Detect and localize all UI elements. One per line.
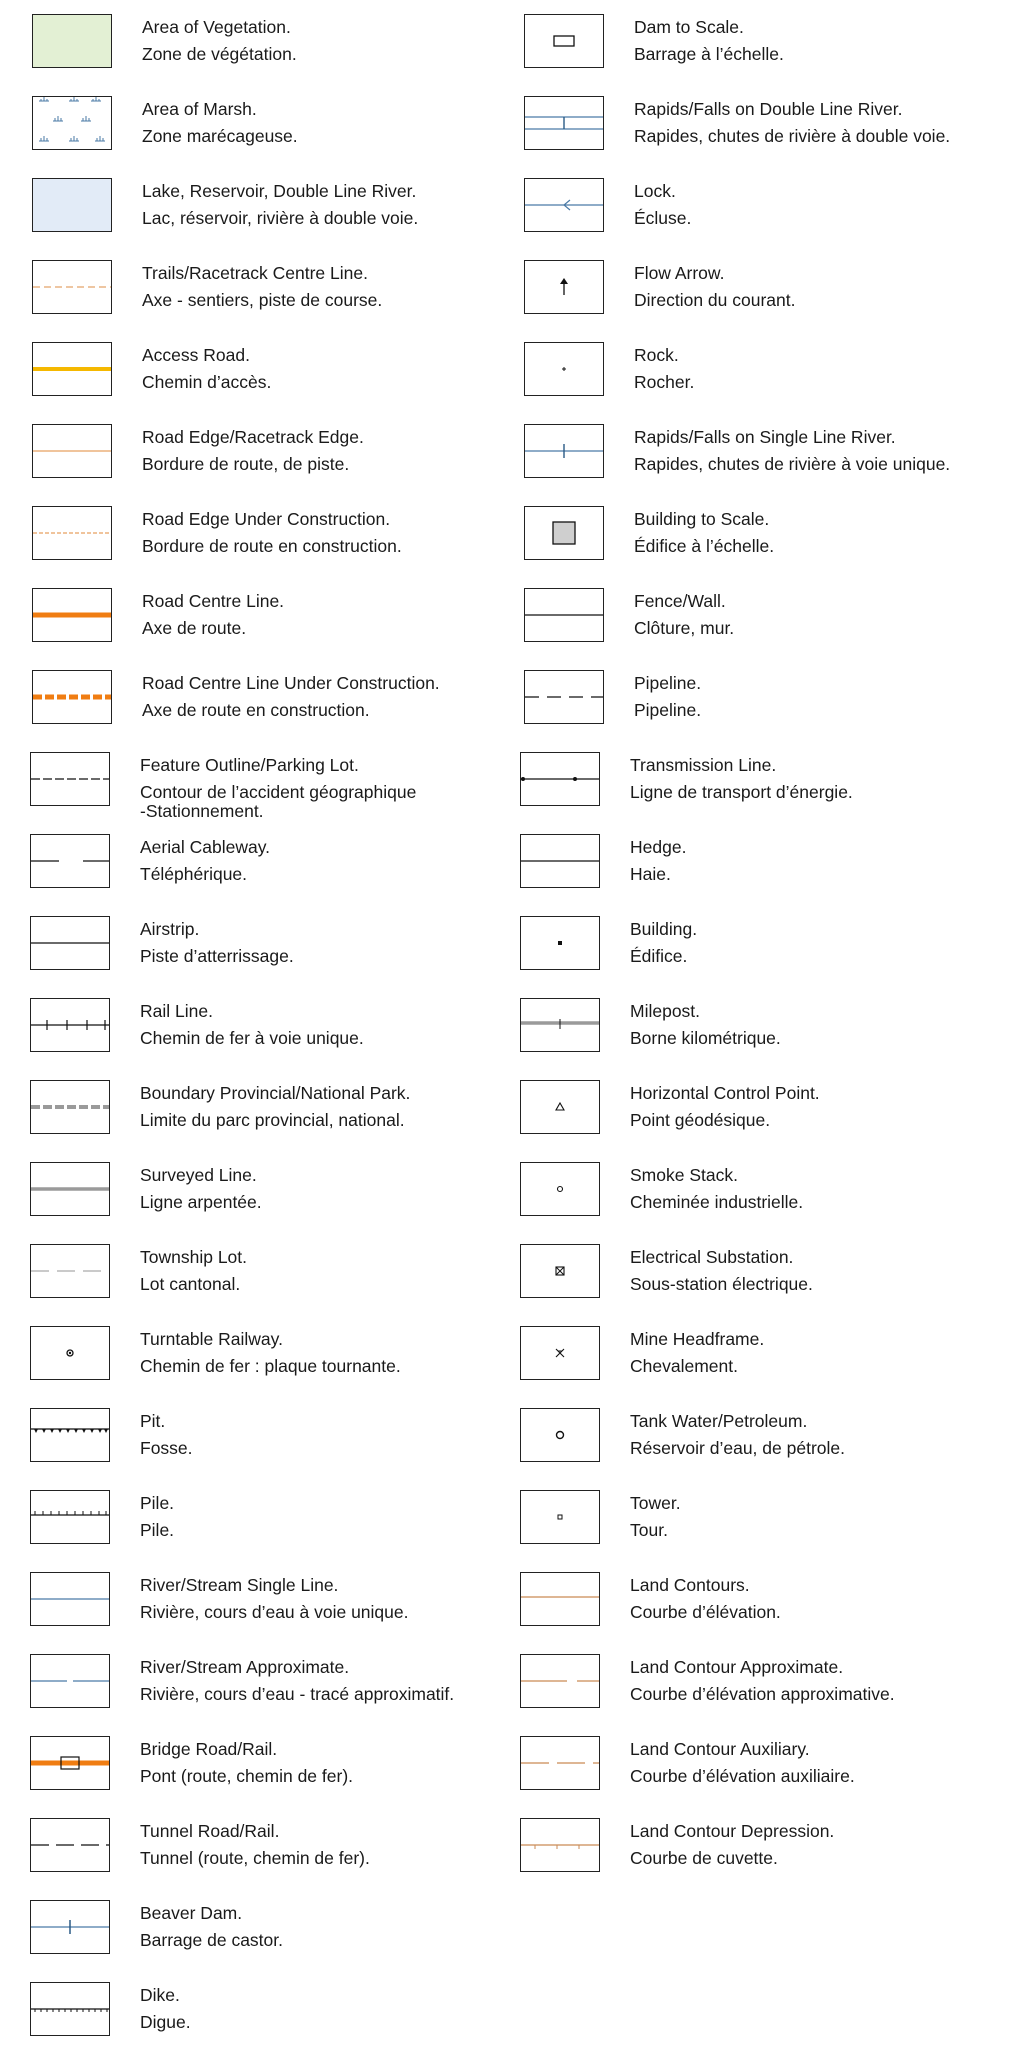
legend-item-tank — [520, 1408, 1000, 1464]
legend-label-fr: Rivière, cours d’eau - tracé approximatif. — [140, 1684, 455, 1704]
flow-arrow-symbol — [524, 260, 604, 314]
road-edge-symbol — [32, 424, 112, 478]
legend-label-fr: Rapides, chutes de rivière à double voie. — [634, 126, 951, 146]
legend-label-en: Road Edge/Racetrack Edge. — [142, 427, 364, 447]
legend-label-en: Boundary Provincial/National Park. — [140, 1083, 411, 1103]
land-contours-symbol — [520, 1572, 600, 1626]
legend-label-en: Beaver Dam. — [140, 1903, 243, 1923]
lake-symbol — [32, 178, 112, 232]
legend-item-dike — [30, 1982, 510, 2038]
legend-label-en: Road Centre Line Under Construction. — [142, 673, 440, 693]
hedge-symbol — [520, 834, 600, 888]
legend-item-road-centre-line — [32, 588, 512, 644]
electrical-substation-symbol — [520, 1244, 600, 1298]
legend-label-en: Aerial Cableway. — [140, 837, 271, 857]
legend-item-road-edge — [32, 424, 512, 480]
tower-symbol — [520, 1490, 600, 1544]
legend-label-en: Mine Headframe. — [630, 1329, 765, 1349]
legend-item-lock — [524, 178, 1004, 234]
legend-item-land-contour-depression — [520, 1818, 1000, 1874]
legend-label-fr: Bordure de route, de piste. — [142, 454, 350, 474]
legend-item-rail-line — [30, 998, 510, 1054]
area-marsh-symbol — [32, 96, 112, 150]
legend-label-en: Hedge. — [630, 837, 687, 857]
road-edge-construction-symbol — [32, 506, 112, 560]
legend-item-fence-wall — [524, 588, 1004, 644]
land-contour-depression-symbol — [520, 1818, 600, 1872]
rail-line-symbol — [30, 998, 110, 1052]
legend-label-fr: Ligne arpentée. — [140, 1192, 262, 1212]
pile-symbol — [30, 1490, 110, 1544]
legend-label-fr: Lot cantonal. — [140, 1274, 241, 1294]
legend-label-fr: Axe - sentiers, piste de course. — [142, 290, 383, 310]
legend-item-area-vegetation — [32, 14, 512, 70]
legend-label-en: Rail Line. — [140, 1001, 213, 1021]
legend-label-en: Surveyed Line. — [140, 1165, 257, 1185]
legend-item-hedge — [520, 834, 1000, 890]
legend-item-mine-headframe — [520, 1326, 1000, 1382]
horizontal-control-point-symbol — [520, 1080, 600, 1134]
feature-outline-symbol — [30, 752, 110, 806]
legend-label-en: Dike. — [140, 1985, 180, 2005]
legend-item-building — [520, 916, 1000, 972]
legend-label-fr: Pont (route, chemin de fer). — [140, 1766, 354, 1786]
legend-label-en: Pipeline. — [634, 673, 702, 693]
dike-symbol — [30, 1982, 110, 2036]
legend-item-horizontal-control-point — [520, 1080, 1000, 1136]
legend-item-lake — [32, 178, 512, 234]
legend-item-area-marsh — [32, 96, 512, 152]
road-centre-line-symbol — [32, 588, 112, 642]
turntable-railway-symbol — [30, 1326, 110, 1380]
beaver-dam-symbol — [30, 1900, 110, 1954]
legend-item-land-contour-auxiliary — [520, 1736, 1000, 1792]
legend-label-en: Tower. — [630, 1493, 681, 1513]
legend-label-en: Horizontal Control Point. — [630, 1083, 820, 1103]
legend-label-fr: Courbe d’élévation approximative. — [630, 1684, 895, 1704]
legend-label-fr: Chemin de fer : plaque tournante. — [140, 1356, 401, 1376]
surveyed-line-symbol — [30, 1162, 110, 1216]
legend-label-en: Area of Vegetation. — [142, 17, 291, 37]
legend-label-fr: Ligne de transport d’énergie. — [630, 782, 853, 802]
legend-label-fr: Bordure de route en construction. — [142, 536, 402, 556]
legend-item-tunnel — [30, 1818, 510, 1874]
legend-label-fr: Clôture, mur. — [634, 618, 735, 638]
legend-label-en: Area of Marsh. — [142, 99, 257, 119]
legend-label-fr: Piste d’atterrissage. — [140, 946, 294, 966]
rock-symbol — [524, 342, 604, 396]
legend-label-en: Transmission Line. — [630, 755, 777, 775]
river-single-symbol — [30, 1572, 110, 1626]
legend-item-road-centre-construction — [32, 670, 512, 726]
airstrip-symbol — [30, 916, 110, 970]
legend-label-en: Fence/Wall. — [634, 591, 726, 611]
legend-label-en: Dam to Scale. — [634, 17, 744, 37]
rapids-single-symbol — [524, 424, 604, 478]
road-centre-construction-symbol — [32, 670, 112, 724]
legend-item-electrical-substation — [520, 1244, 1000, 1300]
legend-label-fr: Chevalement. — [630, 1356, 738, 1376]
legend-label-en: Tunnel Road/Rail. — [140, 1821, 280, 1841]
legend-item-smoke-stack — [520, 1162, 1000, 1218]
legend-label-fr: Barrage de castor. — [140, 1930, 283, 1950]
legend-item-feature-outline — [30, 752, 510, 821]
mine-headframe-symbol — [520, 1326, 600, 1380]
legend-label-en: Road Centre Line. — [142, 591, 285, 611]
legend-item-dam-to-scale — [524, 14, 1004, 70]
pipeline-symbol — [524, 670, 604, 724]
legend-label-fr-continued: -Stationnement. — [140, 801, 264, 821]
legend-label-fr: Courbe d’élévation. — [630, 1602, 781, 1622]
legend-label-fr: Tunnel (route, chemin de fer). — [140, 1848, 370, 1868]
legend-label-en: Rapids/Falls on Double Line River. — [634, 99, 903, 119]
legend-item-pile — [30, 1490, 510, 1546]
legend-label-fr: Chemin d’accès. — [142, 372, 272, 392]
legend-label-en: Road Edge Under Construction. — [142, 509, 391, 529]
lock-symbol — [524, 178, 604, 232]
legend-label-fr: Pipeline. — [634, 700, 702, 720]
legend-label-en: Electrical Substation. — [630, 1247, 794, 1267]
land-contour-approximate-symbol — [520, 1654, 600, 1708]
legend-label-fr: Chemin de fer à voie unique. — [140, 1028, 364, 1048]
legend-label-en: Building. — [630, 919, 698, 939]
boundary-park-symbol — [30, 1080, 110, 1134]
legend-label-en: Tank Water/Petroleum. — [630, 1411, 808, 1431]
legend-item-pipeline — [524, 670, 1004, 726]
legend-item-rapids-double — [524, 96, 1004, 152]
legend-label-en: Land Contour Depression. — [630, 1821, 835, 1841]
smoke-stack-symbol — [520, 1162, 600, 1216]
legend-label-en: Turntable Railway. — [140, 1329, 283, 1349]
legend-label-en: Access Road. — [142, 345, 250, 365]
legend-label-fr: Haie. — [630, 864, 671, 884]
legend-item-turntable-railway — [30, 1326, 510, 1382]
legend-label-fr: Digue. — [140, 2012, 191, 2032]
legend-label-fr: Barrage à l’échelle. — [634, 44, 784, 64]
dam-to-scale-symbol — [524, 14, 604, 68]
legend-label-en: Milepost. — [630, 1001, 701, 1021]
legend-label-fr: Rapides, chutes de rivière à voie unique. — [634, 454, 951, 474]
tunnel-symbol — [30, 1818, 110, 1872]
legend-label-en: River/Stream Single Line. — [140, 1575, 339, 1595]
legend-item-flow-arrow — [524, 260, 1004, 316]
legend-item-beaver-dam — [30, 1900, 510, 1956]
pit-symbol — [30, 1408, 110, 1462]
legend-item-tower — [520, 1490, 1000, 1546]
legend-item-building-to-scale — [524, 506, 1004, 562]
legend-label-fr: Téléphérique. — [140, 864, 248, 884]
legend-label-en: Bridge Road/Rail. — [140, 1739, 278, 1759]
legend-label-en: Airstrip. — [140, 919, 200, 939]
legend-item-surveyed-line — [30, 1162, 510, 1218]
legend-label-fr: Limite du parc provincial, national. — [140, 1110, 405, 1130]
legend-label-en: Flow Arrow. — [634, 263, 725, 283]
legend-item-boundary-park — [30, 1080, 510, 1136]
legend-item-rock — [524, 342, 1004, 398]
legend-label-fr: Rocher. — [634, 372, 695, 392]
river-approximate-symbol — [30, 1654, 110, 1708]
bridge-symbol — [30, 1736, 110, 1790]
legend-item-rapids-single — [524, 424, 1004, 480]
legend-item-access-road — [32, 342, 512, 398]
legend-label-en: Township Lot. — [140, 1247, 248, 1267]
access-road-symbol — [32, 342, 112, 396]
legend-item-aerial-cableway — [30, 834, 510, 890]
legend-label-en: Pit. — [140, 1411, 166, 1431]
legend-label-fr: Édifice à l’échelle. — [634, 536, 775, 556]
legend-label-en: Lake, Reservoir, Double Line River. — [142, 181, 417, 201]
legend-label-en: Smoke Stack. — [630, 1165, 738, 1185]
land-contour-auxiliary-symbol — [520, 1736, 600, 1790]
legend-label-en: Feature Outline/Parking Lot. — [140, 755, 359, 775]
legend-item-pit — [30, 1408, 510, 1464]
building-symbol — [520, 916, 600, 970]
rapids-double-symbol — [524, 96, 604, 150]
legend-label-fr: Réservoir d’eau, de pétrole. — [630, 1438, 845, 1458]
transmission-line-symbol — [520, 752, 600, 806]
legend-label-en: Rock. — [634, 345, 679, 365]
legend-label-en: Land Contour Auxiliary. — [630, 1739, 810, 1759]
legend-label-fr: Rivière, cours d’eau à voie unique. — [140, 1602, 409, 1622]
legend-item-trail — [32, 260, 512, 316]
legend-label-en: Land Contour Approximate. — [630, 1657, 844, 1677]
legend-label-fr: Direction du courant. — [634, 290, 796, 310]
township-lot-symbol — [30, 1244, 110, 1298]
milepost-symbol — [520, 998, 600, 1052]
legend-item-township-lot — [30, 1244, 510, 1300]
aerial-cableway-symbol — [30, 834, 110, 888]
legend-label-en: Building to Scale. — [634, 509, 770, 529]
legend-item-river-approximate — [30, 1654, 510, 1710]
legend-item-bridge — [30, 1736, 510, 1792]
legend-label-en: Land Contours. — [630, 1575, 750, 1595]
legend-item-river-single — [30, 1572, 510, 1628]
legend-label-fr: Pile. — [140, 1520, 175, 1540]
building-to-scale-symbol — [524, 506, 604, 560]
legend-label-fr: Sous-station électrique. — [630, 1274, 813, 1294]
legend-label-fr: Courbe d’élévation auxiliaire. — [630, 1766, 855, 1786]
legend-item-transmission-line — [520, 752, 1000, 808]
legend-label-fr: Point géodésique. — [630, 1110, 771, 1130]
area-vegetation-symbol — [32, 14, 112, 68]
legend-label-fr: Borne kilométrique. — [630, 1028, 781, 1048]
legend-label-fr: Zone de végétation. — [142, 44, 297, 64]
legend-label-fr: Fosse. — [140, 1438, 193, 1458]
legend-label-en: Rapids/Falls on Single Line River. — [634, 427, 896, 447]
legend-label-fr: Édifice. — [630, 946, 688, 966]
legend-label-fr: Courbe de cuvette. — [630, 1848, 778, 1868]
tank-symbol — [520, 1408, 600, 1462]
legend-label-en: Trails/Racetrack Centre Line. — [142, 263, 368, 283]
legend-label-fr: Cheminée industrielle. — [630, 1192, 804, 1212]
legend-label-fr: Écluse. — [634, 208, 692, 228]
legend-item-land-contours — [520, 1572, 1000, 1628]
legend-label-fr: Zone marécageuse. — [142, 126, 298, 146]
legend-item-land-contour-approximate — [520, 1654, 1000, 1710]
legend-label-fr: Axe de route. — [142, 618, 247, 638]
legend-label-fr: Lac, réservoir, rivière à double voie. — [142, 208, 419, 228]
legend-label-fr: Axe de route en construction. — [142, 700, 370, 720]
legend-label-fr: Tour. — [630, 1520, 668, 1540]
legend-label-fr: Contour de l’accident géographique — [140, 782, 417, 802]
trail-symbol — [32, 260, 112, 314]
legend-label-en: Lock. — [634, 181, 676, 201]
fence-wall-symbol — [524, 588, 604, 642]
legend-item-road-edge-construction — [32, 506, 512, 562]
legend-label-en: River/Stream Approximate. — [140, 1657, 350, 1677]
legend-item-milepost — [520, 998, 1000, 1054]
legend-item-airstrip — [30, 916, 510, 972]
legend-label-en: Pile. — [140, 1493, 175, 1513]
